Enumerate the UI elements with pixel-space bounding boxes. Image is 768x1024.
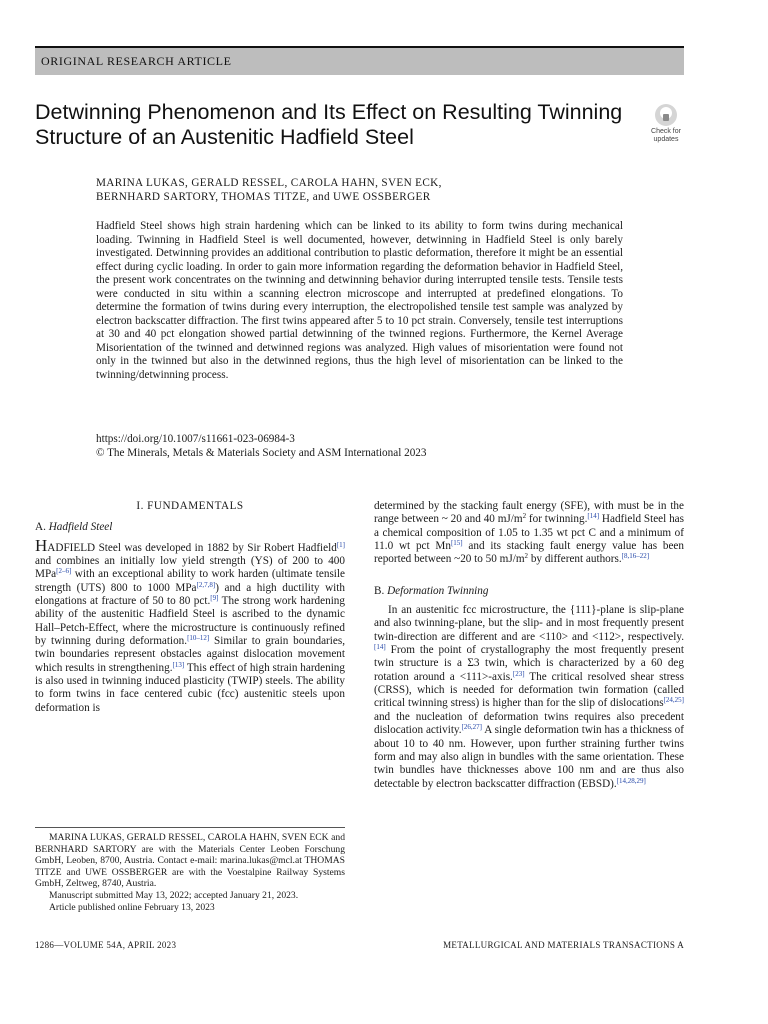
citation-link[interactable]: [14] <box>587 512 600 521</box>
citation-link[interactable]: [10–12] <box>187 634 210 643</box>
text-run: The strong work hardening ability of the austenitic Hadfield Steel is ascribed to the dynamic Hall–Petch-Effect, where the microstructure is continuously refined by twinning during deformation. <box>35 595 345 648</box>
subsection-b-title: Deformation Twinning <box>387 584 489 597</box>
paragraph-sfe <box>374 500 684 567</box>
citation-link[interactable]: [2–6] <box>56 567 72 576</box>
text-run: by different authors. <box>528 553 622 566</box>
check-for-updates-button[interactable] <box>644 104 688 144</box>
publication-info <box>96 432 623 460</box>
section-heading: I. FUNDAMENTALS <box>136 500 244 512</box>
author-footnote <box>35 827 345 913</box>
citation-link[interactable]: [15] <box>450 539 463 548</box>
text-run: This effect of high strain hardening is also used in twinning induced plasticity (TWIP) steels. The ability to form twins in face centered cubic (fcc) austenitic steels upon deformation is <box>35 661 345 714</box>
text-run: determined by the stacking fault energy (SFE), with must be in the range between ~ 20 and 40 mJ/m <box>374 500 684 526</box>
text-run: for twinning. <box>526 513 588 526</box>
citation-link[interactable]: [26,27] <box>461 723 483 732</box>
subsection-b-label: B. <box>374 584 385 597</box>
citation-link[interactable]: [23] <box>512 669 525 678</box>
column-left <box>35 500 345 715</box>
column-right <box>374 500 684 791</box>
footer-journal: METALLURGICAL AND MATERIALS TRANSACTIONS A <box>443 940 684 950</box>
article-type-banner <box>35 46 684 75</box>
subsection-b-heading <box>374 585 684 598</box>
doi-link[interactable]: https://doi.org/10.1007/s11661-023-06984-3 <box>96 433 295 445</box>
subsection-a-heading <box>35 521 345 534</box>
text-run: with an exceptional ability to work harden (ultimate tensile strength (UTS) 800 to 1000 MPa <box>35 568 345 594</box>
text-run: The critical resolved shear stress (CRSS), which is needed for deformation twin formation (called critical twinning stress) is higher than for the slip of dislocations <box>374 670 684 710</box>
copyright: © The Minerals, Metals & Materials Society and ASM International 2023 <box>96 447 427 459</box>
text-run: and the nucleation of deformation twins requires also precedent dislocation activity. <box>374 710 684 737</box>
superscript: 2 <box>522 512 527 521</box>
citation-link[interactable]: [14] <box>374 643 386 652</box>
citation-link[interactable]: [24,25] <box>663 696 684 705</box>
subsection-a-label: A. <box>35 521 46 534</box>
citation-link[interactable]: [1] <box>336 540 345 549</box>
authors-line2: BERNHARD SARTORY, THOMAS TITZE, and UWE OSSBERGER <box>96 191 431 203</box>
article-type-label: ORIGINAL RESEARCH ARTICLE <box>41 54 232 68</box>
footnote-affiliation: MARINA LUKAS, GERALD RESSEL, CAROLA HAHN, SVEN ECK and BERNHARD SARTORY are with the Materials Center Leoben Forschung GmbH, Leoben, 8700, Austria. Contact e-mail: marina.lukas@mcl.at THOMAS TITZE and UWE OSSBERGER are with the Voestalpine Railway Systems GmbH, Zeltweg, 8740, Austria. <box>35 832 345 890</box>
text-run: Hadfield Steel has a chemical composition of 1.05 to 1.35 wt pct C and a minimum of 11.0 wt pct Mn <box>374 513 684 553</box>
citation-link[interactable]: [2,7,8] <box>196 580 216 589</box>
article-title: Detwinning Phenomenon and Its Effect on Resulting Twinning Structure of an Austenitic Hadfield Steel <box>35 100 623 149</box>
citation-link[interactable]: [14,28,29] <box>616 776 646 785</box>
authors-line1: MARINA LUKAS, GERALD RESSEL, CAROLA HAHN, SVEN ECK, <box>96 177 442 189</box>
citation-link[interactable]: [13] <box>172 660 185 669</box>
text-run: Steel was developed in 1882 by Sir Robert Hadfield <box>95 541 337 554</box>
check-updates-line2: updates <box>653 136 679 143</box>
check-for-updates-icon <box>655 104 677 126</box>
author-list <box>96 176 636 204</box>
text-run: and its stacking fault energy value has been reported between ~20 to 50 mJ/m <box>374 540 684 566</box>
abstract: Hadfield Steel shows high strain hardening which can be linked to its ability to form twins during mechanical loading. Twinning in Hadfield Steel is well documented, however, detwinning in Hadfield Steel is only barely investigated. Detwinning provides an additional contribution to plastic deformation, therefore it might be an essential effect during cyclic loading. In order to gain more information regarding the deformation behavior in Hadfield Steel, the present work concentrates on the twinning and detwinning behavior during interrupted tensile tests. Tensile tests were conducted in situ within a scanning electron microscope and interrupted at predefined elongations. To determine the formation of twins during every interruption, the electropolished tensile test sample was analyzed by electron backscatter diffraction. The first twins appeared after 5 to 10 pct strain. Conversely, tensile test interruptions at 30 and 40 pct elongation showed partial detwinning of the twinned regions. Furthermore, the Kernel Average Misorientation of the twinned and detwinned regions was analyzed. High values of misorientation were found not only in the twinned but also in the detwinned regions, thus the high level of misorientation can be linked to the twinning/detwinning process. <box>96 220 623 382</box>
footer-volume: 1286—VOLUME 54A, APRIL 2023 <box>35 940 177 950</box>
text-run: Similar to grain boundaries, twin boundaries represent obstacles against dislocation movement which results in strengthening. <box>35 635 345 674</box>
citation-link[interactable]: [8,16–22] <box>621 552 650 561</box>
text-run: A single deformation twin has a thickness of about 10 to 40 nm. However, upon further straining further twins form and may also align in bundles with the same orientation. These twin bundles have thicknesses above 100 nm and are thus also detectable by electron backscatter diffraction (EBSD). <box>374 724 684 790</box>
text-run: ) and a high ductility with elongations at fracture of 50 to 80 pct. <box>35 581 345 608</box>
subsection-a-title: Hadfield Steel <box>48 521 113 534</box>
text-run: In an austenitic fcc microstructure, the {111}-plane is slip-plane and also twinning-plane, but the slip- and in most frequently present twin-direction are different and are <110> and <112>, respectively. <box>374 604 684 643</box>
dropcap-rest: ADFIELD <box>47 541 96 554</box>
text-run: and combines an initially low yield strength (YS) of 200 to 400 MPa <box>35 555 345 581</box>
footnote-submitted: Manuscript submitted May 13, 2022; accepted January 21, 2023. <box>49 889 299 901</box>
check-updates-line1: Check for <box>651 128 681 135</box>
superscript: 2 <box>524 552 529 561</box>
footnote-published: Article published online February 13, 2023 <box>49 901 215 913</box>
text-run: From the point of crystallography the most frequently present twin structure is a Σ3 twin, which is characterized by a 60 deg rotation around a <111>-axis. <box>374 644 684 683</box>
dropcap: H <box>35 535 48 555</box>
paragraph-twinning <box>374 604 684 791</box>
citation-link[interactable]: [9] <box>210 594 219 603</box>
paragraph-hadfield <box>35 535 345 715</box>
